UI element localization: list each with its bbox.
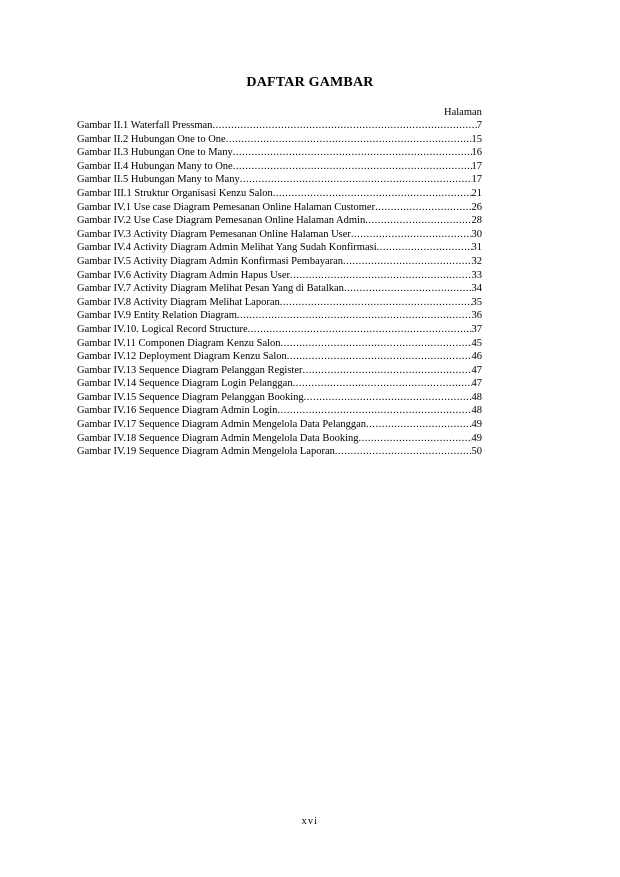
figure-entry[interactable] <box>77 337 482 351</box>
figure-entry-label: Gambar IV.6 Activity Diagram Admin Hapus User <box>77 269 290 281</box>
figure-entry-page: 26 <box>471 201 482 213</box>
dot-leader <box>377 241 472 255</box>
dot-leader <box>233 160 472 174</box>
figure-entry-page: 49 <box>471 419 482 431</box>
figure-entry-label: Gambar II.1 Waterfall Pressman <box>77 120 213 131</box>
figure-entry-label: Gambar IV.1 Use case Diagram Pemesanan Online Halaman Customer <box>77 201 376 213</box>
figure-entry-page: 30 <box>471 228 482 240</box>
figure-entry-page: 35 <box>471 296 482 308</box>
dot-leader <box>335 445 472 459</box>
dot-leader <box>212 119 476 133</box>
figure-entry-label: Gambar IV.3 Activity Diagram Pemesanan Online Halaman User <box>77 228 351 240</box>
dot-leader <box>248 323 472 337</box>
figure-entry[interactable] <box>77 133 482 147</box>
figure-entry-label: Gambar IV.14 Sequence Diagram Login Pelanggan <box>77 378 293 390</box>
figure-entry-page: 36 <box>471 310 482 322</box>
figure-entry-page: 17 <box>471 160 482 172</box>
figure-entry-label: Gambar IV.15 Sequence Diagram Pelanggan Booking <box>77 391 304 403</box>
figure-entry[interactable] <box>77 323 482 337</box>
figure-entry-label: Gambar IV.12 Deployment Diagram Kenzu Salon <box>77 351 287 363</box>
page-title: DAFTAR GAMBAR <box>246 75 374 90</box>
figure-entry[interactable] <box>77 201 482 215</box>
figure-entry-page: 48 <box>471 391 482 403</box>
dot-leader <box>277 404 471 418</box>
figure-entry-label: Gambar III.1 Struktur Organisasi Kenzu Salon <box>77 187 273 199</box>
dot-leader <box>273 187 472 201</box>
page-column-header: Halaman <box>444 107 482 118</box>
figure-entry-label: Gambar II.3 Hubungan One to Many <box>77 147 233 159</box>
figure-entry-label: Gambar IV.8 Activity Diagram Melihat Laporan <box>77 296 280 308</box>
figure-entry-page: 31 <box>471 242 482 254</box>
figure-entry[interactable] <box>77 309 482 323</box>
figure-entry-page: 45 <box>471 337 482 349</box>
dot-leader <box>304 391 472 405</box>
figure-entry[interactable] <box>77 404 482 418</box>
dot-leader <box>351 228 472 242</box>
figure-entry-page: 32 <box>471 255 482 267</box>
figure-entry[interactable] <box>77 445 482 459</box>
figure-entry-label: Gambar IV.2 Use Case Diagram Pemesanan Online Halaman Admin <box>77 215 366 227</box>
figure-entry-label: Gambar IV.11 Componen Diagram Kenzu Salon <box>77 337 281 349</box>
figure-entry-page: 46 <box>471 351 482 363</box>
dot-leader <box>281 337 472 351</box>
figure-entry-page: 50 <box>471 446 482 458</box>
dot-leader <box>303 364 472 378</box>
figure-entry[interactable] <box>77 146 482 160</box>
figure-entry-page: 16 <box>471 147 482 159</box>
dot-leader <box>366 418 471 432</box>
figure-entry-label: Gambar IV.7 Activity Diagram Melihat Pesan Yang di Batalkan <box>77 283 344 295</box>
figure-entry[interactable] <box>77 241 482 255</box>
dot-leader <box>365 214 471 228</box>
figure-entry-page: 21 <box>471 187 482 199</box>
figure-entry-label: Gambar IV.10. Logical Record Structure <box>77 323 248 335</box>
figure-entry[interactable] <box>77 269 482 283</box>
figure-entry-page: 7 <box>476 120 482 131</box>
dot-leader <box>280 296 472 310</box>
figure-entry[interactable] <box>77 364 482 378</box>
figure-entry[interactable] <box>77 228 482 242</box>
figure-entry-page: 17 <box>471 174 482 186</box>
figure-entry[interactable] <box>77 214 482 228</box>
figure-entry-label: Gambar IV.5 Activity Diagram Admin Konfirmasi Pembayaran <box>77 255 344 267</box>
figure-entry-page: 15 <box>471 133 482 145</box>
dot-leader <box>226 133 472 147</box>
figure-entry[interactable] <box>77 119 482 133</box>
figure-entry-page: 48 <box>471 405 482 417</box>
dot-leader <box>344 282 472 296</box>
figure-list <box>77 119 482 459</box>
figure-entry[interactable] <box>77 255 482 269</box>
figure-entry-label: Gambar II.4 Hubungan Many to One <box>77 160 233 172</box>
figure-entry[interactable] <box>77 432 482 446</box>
figure-entry-label: Gambar IV.18 Sequence Diagram Admin Mengelola Data Booking <box>77 432 359 444</box>
figure-entry-label: Gambar II.5 Hubungan Many to Many <box>77 174 240 186</box>
dot-leader <box>233 146 472 160</box>
figure-entry[interactable] <box>77 296 482 310</box>
dot-leader <box>359 432 472 446</box>
figure-entry-label: Gambar IV.19 Sequence Diagram Admin Mengelola Laporan <box>77 446 335 458</box>
dot-leader <box>293 377 472 391</box>
dot-leader <box>287 350 472 364</box>
figure-entry[interactable] <box>77 391 482 405</box>
figure-entry-page: 33 <box>471 269 482 281</box>
figure-entry-page: 34 <box>471 283 482 295</box>
figure-entry-label: Gambar IV.16 Sequence Diagram Admin Login <box>77 405 278 417</box>
figure-entry[interactable] <box>77 377 482 391</box>
figure-entry-page: 28 <box>471 215 482 227</box>
figure-entry-label: Gambar IV.4 Activity Diagram Admin Melihat Yang Sudah Konfirmasi <box>77 242 377 254</box>
figure-entry[interactable] <box>77 282 482 296</box>
figure-entry[interactable] <box>77 350 482 364</box>
figure-entry-page: 37 <box>471 323 482 335</box>
dot-leader <box>375 201 471 215</box>
figure-entry[interactable] <box>77 187 482 201</box>
figure-entry-page: 47 <box>471 364 482 376</box>
dot-leader <box>290 269 472 283</box>
dot-leader <box>237 309 472 323</box>
figure-entry[interactable] <box>77 160 482 174</box>
figure-entry-page: 47 <box>471 378 482 390</box>
figure-entry-label: Gambar IV.9 Entity Relation Diagram <box>77 310 237 322</box>
dot-leader <box>240 173 472 187</box>
figure-entry-label: Gambar IV.13 Sequence Diagram Pelanggan Register <box>77 364 303 376</box>
dot-leader <box>343 255 471 269</box>
figure-entry-label: Gambar II.2 Hubungan One to One <box>77 133 226 145</box>
figure-entry-label: Gambar IV.17 Sequence Diagram Admin Mengelola Data Pelanggan <box>77 419 367 431</box>
figure-entry[interactable] <box>77 173 482 187</box>
figure-entry-page: 49 <box>471 432 482 444</box>
figure-entry[interactable] <box>77 418 482 432</box>
page-number: xvi <box>301 816 319 827</box>
